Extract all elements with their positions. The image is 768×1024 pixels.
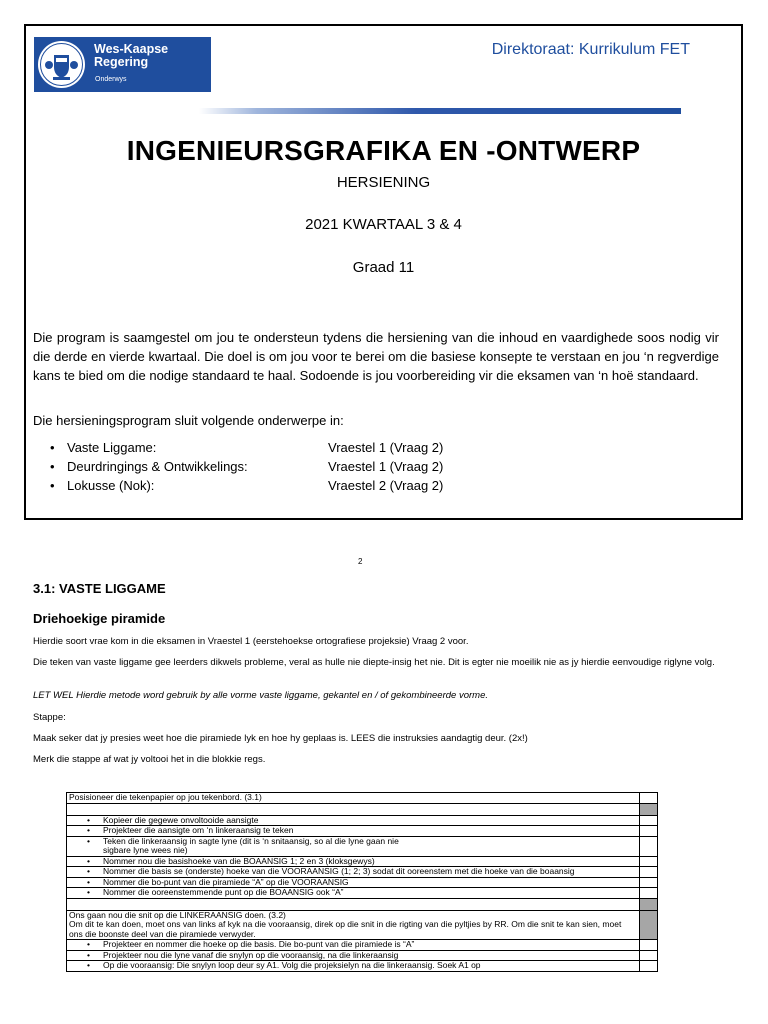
table-cell: [67, 867, 640, 878]
paragraph: Stappe:: [33, 712, 66, 723]
table-section-title: Ons gaan nou die snit op die LINKERAANSIG doen. (3.2): [69, 909, 286, 920]
table-row: [67, 888, 658, 899]
bullet-text: • Projekteer en nommer die hoeke op die basis. Die bo-punt van die piramiede is “A”: [103, 939, 415, 949]
bullet-text: • Nommer die basis se (onderste) hoeke van die VOORAANSIG (1; 2; 3) sodat dit ooreenstem met die hoeke van die boaansig: [103, 866, 575, 876]
steps-checklist-table: [66, 792, 658, 972]
document-title: INGENIEURSGRAFIKA EN -ONTWERP: [126, 135, 641, 166]
bullet-text: • Teken die linkeraansig in sagte lyne (dit is ‘n snitaansig, so al die lyne gaan nie sigbare lyne wees nie): [103, 835, 399, 855]
bullet-text: • Nommer nou die basishoeke van die BOAANSIG 1; 2 en 3 (kloksgewys): [103, 855, 375, 866]
checkbox-cell[interactable]: [640, 793, 658, 804]
table-row: [67, 898, 658, 910]
table-row: [67, 815, 658, 826]
topic-paper: Vraestel 1 (Vraag 2): [328, 440, 444, 455]
checkbox-cell[interactable]: [640, 803, 658, 815]
table-cell: [67, 910, 640, 940]
checkbox-cell[interactable]: [640, 898, 658, 910]
grade-label: Graad 11: [352, 259, 415, 276]
table-cell: [67, 898, 640, 910]
paragraph: Maak seker dat jy presies weet hoe die piramiede lyk en hoe hy geplaas is. LEES die instruksies aandagtig deur. (2x!): [33, 733, 528, 744]
table-row: [67, 961, 658, 972]
bullet-text: • Projekteer die aansigte om ‘n linkeraansig te teken: [103, 825, 294, 835]
directorate-label: Direktoraat: Kurrikulum FET: [491, 41, 690, 58]
table-row: [67, 867, 658, 878]
table-cell: [67, 877, 640, 888]
bullet-icon: •: [50, 478, 55, 493]
table-row: [67, 836, 658, 856]
bullet-text: • Projekteer nou die lyne vanaf die snylyn op die vooraansig, na die linkeraansig: [103, 949, 399, 960]
topic-name: Lokusse (Nok):: [67, 478, 155, 493]
topic-name: Deurdringings & Ontwikkelings:: [67, 459, 248, 474]
paragraph: Hierdie soort vrae kom in die eksamen in Vraestel 1 (eerstehoekse ortografiese projeksie) Vraag 2 voor.: [33, 636, 469, 647]
table-cell: [67, 803, 640, 815]
logo-text-wes-kaapse: Wes-Kaapse: [94, 42, 169, 56]
table-row: [67, 940, 658, 951]
checkbox-cell[interactable]: [640, 826, 658, 837]
table-cell: [67, 961, 640, 972]
intro-paragraph: Die program is saamgestel om jou te ondersteun tydens die hersiening van die inhoud en vaardighede soos nodig vir die derde en vierde kwartaal. Die doel is om jou voor te berei om die basiese konsepte te verstaan en jou ‘n regverdige kans te bied om die nodige standaard te haal. Sodoende is jou voorbereiding vir die eksamen van ‘n hoë standaard.: [33, 330, 719, 383]
bullet-text: • Op die vooraansig: Die snylyn loop deur sy A1. Volg die projeksielyn na die linkeraansig. Soek A1 op: [103, 960, 481, 970]
table-cell: [67, 888, 640, 899]
table-row: [67, 793, 658, 804]
table-cell: [67, 950, 640, 961]
table-section-text: Om dit te kan doen, moet ons van links af kyk na die vooraansig, direk op die snit in die rigting van die pyltjies by RR. Om die snit te kan sien, moet ons die boonste deel van die piramiede verwyder.: [69, 919, 622, 939]
topic-paper: Vraestel 1 (Vraag 2): [328, 459, 444, 474]
bullet-text: • Kopieer die gegewe onvoltooide aansigte: [103, 814, 259, 825]
bullet-icon: •: [50, 459, 55, 474]
table-cell: [67, 815, 640, 826]
logo-text-onderwys: Onderwys: [95, 76, 127, 83]
table-row: [67, 856, 658, 867]
logo-text-regering: Regering: [94, 55, 149, 69]
checkbox-cell[interactable]: [640, 836, 658, 856]
topic-name: Vaste Liggame:: [67, 440, 157, 455]
checkbox-cell[interactable]: [640, 856, 658, 867]
document-subtitle: HERSIENING: [336, 174, 431, 191]
paragraph: Die teken van vaste liggame gee leerders dikwels probleme, veral as hulle nie diepte-insig het nie. Dit is egter nie moeilik nie as jy hierdie eenvoudige riglyne volg.: [33, 657, 715, 668]
topic-paper: Vraestel 2 (Vraag 2): [328, 478, 444, 493]
table-cell: [67, 836, 640, 856]
table-cell: Posisioneer die tekenpapier op jou tekenbord. (3.1): [67, 793, 640, 804]
checkbox-cell[interactable]: [640, 815, 658, 826]
checkbox-cell[interactable]: [640, 867, 658, 878]
cover-titles: [24, 0, 743, 300]
section-heading: 3.1: VASTE LIGGAME: [33, 581, 166, 596]
checkbox-cell[interactable]: [640, 877, 658, 888]
table-cell: [67, 940, 640, 951]
table-row: [67, 803, 658, 815]
table-row: [67, 877, 658, 888]
paragraph: Merk die stappe af wat jy voltooi het in die blokkie regs.: [33, 754, 266, 765]
bullet-text: • Nommer die bo-punt van die piramiede “A” op die VOORAANSIG: [103, 876, 349, 887]
table-row: [67, 826, 658, 837]
checkbox-cell[interactable]: [640, 950, 658, 961]
checkbox-cell[interactable]: [640, 940, 658, 951]
topics-intro: Die hersieningsprogram sluit volgende onderwerpe in:: [33, 413, 344, 428]
checkbox-cell[interactable]: [640, 888, 658, 899]
table-cell: [67, 826, 640, 837]
note-paragraph: LET WEL Hierdie metode word gebruik by alle vorme vaste liggame, gekantel en / of gekombineerde vorme.: [33, 690, 488, 701]
page-number: 2: [358, 557, 363, 566]
bullet-icon: •: [50, 440, 55, 455]
table-cell: [67, 856, 640, 867]
bullet-text: • Nommer die ooreenstemmende punt op die BOAANSIG ook “A”: [103, 887, 344, 897]
term-label: 2021 KWARTAAL 3 & 4: [305, 216, 462, 233]
checkbox-cell[interactable]: [640, 961, 658, 972]
table-row: [67, 950, 658, 961]
checkbox-cell[interactable]: [640, 910, 658, 940]
table-row: [67, 910, 658, 940]
sub-heading: Driehoekige piramide: [33, 611, 166, 626]
